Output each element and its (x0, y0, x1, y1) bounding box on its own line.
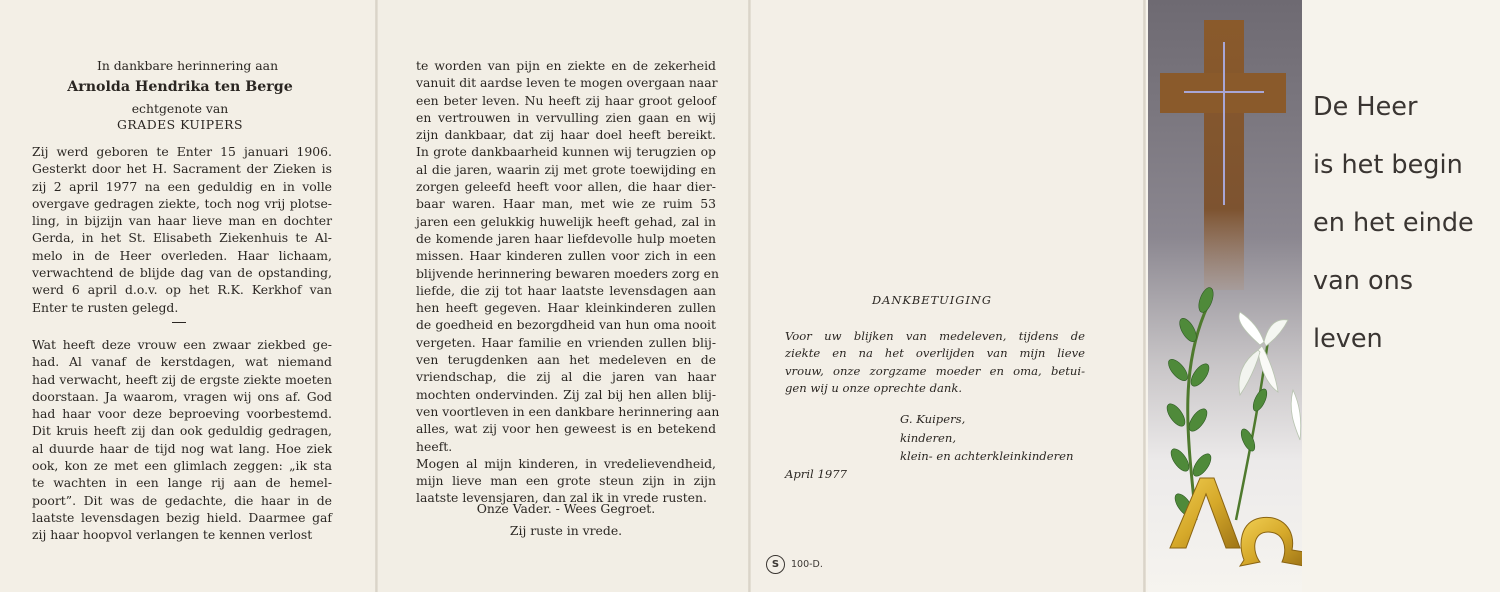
text-line: doorstaan. Ja waarom, vragen wij ons af. God (32, 388, 332, 404)
spouse-name: GRADES KUIPERS (117, 117, 243, 132)
rest-in-peace-line: Zij ruste in vrede. (509, 523, 623, 538)
text-line: zij 2 april 1977 na een geduldig en in volle (32, 178, 332, 194)
quote-line: De Heer (1313, 92, 1418, 122)
text-line: Gesterkt door het H. Sacrament der Zieken is (32, 161, 332, 177)
alpha-omega-symbol-icon (1170, 478, 1302, 566)
text-line: de goedheid en bezorgdheid van hun oma nooit (416, 317, 716, 333)
text-line: overgave gedragen ziekte, toch nog vrij plotse- (32, 195, 332, 211)
text-line: baar waren. Haar man, met wie ze ruim 53 (416, 196, 716, 212)
quote-line: van ons (1313, 266, 1414, 296)
text-line: zijn dankbaar, dat zij haar doel heeft bereikt. (416, 127, 716, 143)
spouse-label: echtgenote van (131, 101, 229, 116)
cross-and-lily-illustration (1148, 0, 1302, 592)
text-line: Mogen al mijn kinderen, in vredelievendheid, (416, 455, 716, 471)
continuation-paragraph (416, 57, 720, 507)
cross-icon (1160, 20, 1286, 290)
text-line: Voor uw blijken van medeleven, tijdens de (785, 329, 1085, 343)
text-line: vrouw, onze zorgzame moeder en oma, betui- (785, 363, 1085, 378)
text-line: laatste levensdagen bezig hield. Daarmee gaf (32, 509, 332, 525)
quote-line: en het einde (1313, 208, 1474, 238)
text-line: ziekte en na het overlijden van mijn lieve (785, 346, 1085, 361)
text-line: had. Al vanaf de kerstdagen, wat niemand (32, 354, 332, 370)
text-line: Wat heeft deze vrouw een zwaar ziekbed ge- (32, 337, 332, 352)
text-line: heeft. (416, 438, 453, 454)
text-line: hen heeft gegeven. Haar kleinkinderen zullen (416, 300, 716, 316)
signature-line: G. Kuipers, (900, 412, 966, 426)
text-line: jaren een gelukkig huwelijk heeft gehad, zal in (416, 213, 716, 229)
bio-paragraph (32, 143, 332, 316)
text-line: liefde, die zij tot haar laatste levensdagen aan (416, 282, 716, 298)
text-line: zorgen geleefd heeft voor allen, die haar dier- (416, 179, 716, 195)
signature-line: klein- en achterkleinkinderen (900, 449, 1074, 463)
text-line: zij haar hoopvol verlangen te kennen verlost (32, 527, 313, 543)
deceased-name: Arnolda Hendrika ten Berge (67, 79, 293, 95)
text-line: alles, wat zij voor hen geweest is en betekend (416, 421, 716, 437)
text-line: mijn lieve man een grote steun zijn in zijn (416, 473, 716, 489)
text-line: blijvende herinnering bewaren moeders zorg en (416, 265, 719, 281)
text-line: vriendschap, die zij al die jaren van haar (416, 369, 716, 385)
card-panel-3 (751, 0, 1146, 592)
signature-line: kinderen, (900, 430, 957, 445)
text-line: melo in de Heer overleden. Haar lichaam, (32, 247, 332, 263)
text-line: Enter te rusten gelegd. (32, 299, 179, 315)
text-line: had verwacht, heeft zij de ergste ziekte moeten (32, 371, 332, 387)
printer-logo-icon: S (766, 555, 785, 574)
text-line: ling, in bijzijn van haar lieve man en dochter (32, 213, 332, 229)
text-line: verwachtend de blijde dag van de opstanding, (32, 265, 332, 281)
text-line: werd 6 april d.o.v. op het R.K. Kerkhof van (32, 282, 332, 298)
text-line: ven terugdenken aan het medeleven en de (416, 352, 716, 368)
text-line: al duurde haar de tijd nog wat lang. Hoe ziek (32, 440, 332, 456)
text-line: had haar voor deze beproeving voorbestemd. (32, 406, 332, 422)
text-line: poort”. Dit was de gedachte, die haar in de (32, 492, 332, 508)
text-line: In grote dankbaarheid kunnen wij terugzien op (416, 144, 716, 160)
text-line: een beter leven. Nu heeft zij haar groot geloof (416, 92, 716, 108)
reflection-paragraph (32, 336, 332, 544)
thanks-body (785, 328, 1085, 397)
text-line: vergeten. Haar familie en vrienden zullen blij- (416, 334, 716, 350)
text-line: al die jaren, waarin zij met grote toewijding en (416, 161, 716, 177)
text-line: Dit kruis heeft zij dan ook geduldig gedragen, (32, 423, 332, 439)
section-divider (172, 322, 186, 323)
thanks-date: April 1977 (785, 467, 847, 481)
quote-line: leven (1313, 324, 1383, 354)
text-line: ook, kon ze met een glimlach zeggen: „ik sta (32, 458, 332, 474)
intro-line: In dankbare herinnering aan (96, 58, 279, 73)
card-panel-2 (378, 0, 748, 592)
quote-line: is het begin (1313, 150, 1463, 180)
text-line: Zij werd geboren te Enter 15 januari 1906. (32, 144, 332, 159)
text-line: te wachten in een lange rij aan de hemel- (32, 475, 332, 491)
text-line: gen wij u onze oprechte dank. (785, 380, 963, 395)
printer-code: 100-D. (791, 559, 823, 570)
text-line: laatste levensjaren, dan zal ik in vrede rusten. (416, 490, 707, 506)
text-line: ven voortleven in een dankbare herinnering aan (416, 403, 720, 419)
card-panel-1 (0, 0, 375, 592)
text-line: mochten ondervinden. Zij zal bij hen allen blij- (416, 386, 716, 402)
text-line: en vertrouwen in vervulling zien gaan en wij (416, 109, 716, 125)
text-line: vanuit dit aardse leven te mogen overgaan naar (416, 75, 718, 91)
text-line: missen. Haar kinderen zullen voor zich in een (416, 248, 716, 264)
thanks-signature (900, 410, 1130, 466)
prayer-line: Onze Vader. - Wees Gegroet. (476, 501, 656, 516)
thanks-heading: DANKBETUIGING (872, 293, 992, 307)
lily-flower-icon (1239, 312, 1301, 440)
text-line: te worden van pijn en ziekte en de zekerheid (416, 58, 716, 73)
text-line: de komende jaren haar liefdevolle hulp moeten (416, 230, 716, 246)
intro-text (0, 57, 375, 74)
text-line: Gerda, in het St. Elisabeth Ziekenhuis te Al- (32, 230, 332, 246)
